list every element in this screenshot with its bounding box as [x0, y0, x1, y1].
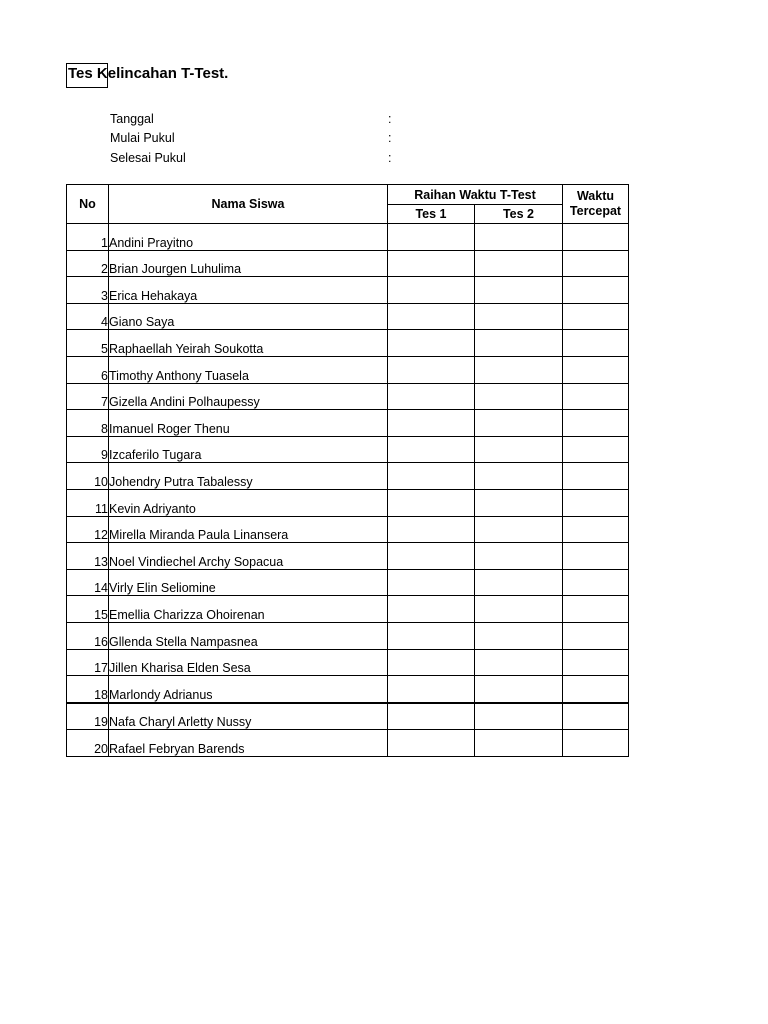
- table-row: [67, 250, 629, 277]
- cell-waktu-tercepat[interactable]: [563, 383, 629, 410]
- cell-waktu-tercepat[interactable]: [563, 436, 629, 463]
- info-section: [110, 110, 410, 168]
- table-row: [67, 730, 629, 757]
- table-row: [67, 489, 629, 516]
- cell-no: 4: [67, 303, 109, 330]
- page-title: Tes Kelincahan T-Test.: [68, 65, 229, 82]
- cell-waktu-tercepat[interactable]: [563, 277, 629, 304]
- cell-tes-2[interactable]: [475, 224, 563, 251]
- table-row: [67, 569, 629, 596]
- cell-tes-2[interactable]: [475, 649, 563, 676]
- cell-tes-1[interactable]: [388, 730, 475, 757]
- cell-name: Nafa Charyl Arletty Nussy: [109, 703, 388, 730]
- table-row: [67, 463, 629, 490]
- cell-waktu-tercepat[interactable]: [563, 303, 629, 330]
- info-label-tanggal: Tanggal: [110, 112, 154, 126]
- student-time-table: [66, 184, 629, 757]
- cell-tes-2[interactable]: [475, 303, 563, 330]
- table-row: [67, 649, 629, 676]
- cell-tes-1[interactable]: [388, 410, 475, 437]
- cell-tes-1[interactable]: [388, 676, 475, 703]
- cell-name: Raphaellah Yeirah Soukotta: [109, 330, 388, 357]
- cell-tes-1[interactable]: [388, 250, 475, 277]
- cell-tes-2[interactable]: [475, 356, 563, 383]
- cell-tes-2[interactable]: [475, 250, 563, 277]
- header-waktu-line2: Tercepat: [569, 204, 622, 218]
- header-nama-siswa: Nama Siswa: [109, 185, 388, 224]
- header-waktu-tercepat: [563, 185, 629, 224]
- cell-waktu-tercepat[interactable]: [563, 250, 629, 277]
- cell-tes-2[interactable]: [475, 676, 563, 703]
- cell-tes-1[interactable]: [388, 596, 475, 623]
- cell-waktu-tercepat[interactable]: [563, 730, 629, 757]
- cell-name: Emellia Charizza Ohoirenan: [109, 596, 388, 623]
- cell-tes-1[interactable]: [388, 330, 475, 357]
- cell-tes-1[interactable]: [388, 543, 475, 570]
- cell-waktu-tercepat[interactable]: [563, 649, 629, 676]
- cell-name: Gizella Andini Polhaupessy: [109, 383, 388, 410]
- info-label-selesai-pukul: Selesai Pukul: [110, 150, 186, 165]
- table-row: [67, 596, 629, 623]
- cell-name: Mirella Miranda Paula Linansera: [109, 516, 388, 543]
- cell-name: Kevin Adriyanto: [109, 489, 388, 516]
- cell-waktu-tercepat[interactable]: [563, 622, 629, 649]
- table-row: [67, 383, 629, 410]
- cell-tes-1[interactable]: [388, 277, 475, 304]
- cell-waktu-tercepat[interactable]: [563, 489, 629, 516]
- table-row: [67, 703, 629, 730]
- info-row-tanggal: [110, 110, 410, 129]
- cell-no: 12: [67, 516, 109, 543]
- cell-tes-1[interactable]: [388, 224, 475, 251]
- table-row: [67, 277, 629, 304]
- table-row: [67, 410, 629, 437]
- cell-no: 7: [67, 383, 109, 410]
- cell-no: 20: [67, 730, 109, 757]
- table-row: [67, 543, 629, 570]
- cell-waktu-tercepat[interactable]: [563, 543, 629, 570]
- cell-no: 11: [67, 489, 109, 516]
- cell-tes-1[interactable]: [388, 622, 475, 649]
- cell-tes-2[interactable]: [475, 703, 563, 730]
- cell-tes-2[interactable]: [475, 569, 563, 596]
- cell-waktu-tercepat[interactable]: [563, 703, 629, 730]
- cell-tes-1[interactable]: [388, 569, 475, 596]
- cell-waktu-tercepat[interactable]: [563, 569, 629, 596]
- cell-name: Timothy Anthony Tuasela: [109, 356, 388, 383]
- cell-name: Brian Jourgen Luhulima: [109, 250, 388, 277]
- cell-tes-1[interactable]: [388, 649, 475, 676]
- cell-no: 9: [67, 436, 109, 463]
- table-row: [67, 516, 629, 543]
- cell-no: 1: [67, 224, 109, 251]
- cell-name: Izcaferilo Tugara: [109, 436, 388, 463]
- cell-waktu-tercepat[interactable]: [563, 224, 629, 251]
- cell-name: Rafael Febryan Barends: [109, 730, 388, 757]
- cell-no: 3: [67, 277, 109, 304]
- cell-waktu-tercepat[interactable]: [563, 516, 629, 543]
- cell-tes-1[interactable]: [388, 703, 475, 730]
- cell-no: 16: [67, 622, 109, 649]
- cell-tes-2[interactable]: [475, 730, 563, 757]
- cell-tes-1[interactable]: [388, 516, 475, 543]
- cell-no: 5: [67, 330, 109, 357]
- cell-tes-2[interactable]: [475, 596, 563, 623]
- cell-tes-1[interactable]: [388, 356, 475, 383]
- info-row-mulai-pukul: [110, 129, 410, 148]
- table-body: [67, 224, 629, 757]
- table-row: [67, 622, 629, 649]
- header-no: No: [67, 185, 109, 224]
- cell-tes-1[interactable]: [388, 489, 475, 516]
- cell-tes-2[interactable]: [475, 516, 563, 543]
- cell-name: Jillen Kharisa Elden Sesa: [109, 649, 388, 676]
- cell-tes-1[interactable]: [388, 303, 475, 330]
- cell-no: 6: [67, 356, 109, 383]
- cell-no: 19: [67, 703, 109, 730]
- cell-tes-2[interactable]: [475, 436, 563, 463]
- info-colon: :: [388, 131, 392, 146]
- cell-no: 14: [67, 569, 109, 596]
- cell-tes-2[interactable]: [475, 622, 563, 649]
- cell-no: 8: [67, 410, 109, 437]
- cell-no: 13: [67, 543, 109, 570]
- cell-tes-1[interactable]: [388, 463, 475, 490]
- table-row: [67, 224, 629, 251]
- cell-tes-2[interactable]: [475, 543, 563, 570]
- cell-tes-1[interactable]: [388, 436, 475, 463]
- cell-name: Virly Elin Seliomine: [109, 569, 388, 596]
- cell-no: 18: [67, 676, 109, 703]
- header-waktu-line1: Waktu: [576, 189, 615, 203]
- cell-name: Noel Vindiechel Archy Sopacua: [109, 543, 388, 570]
- cell-name: Imanuel Roger Thenu: [109, 410, 388, 437]
- cell-no: 17: [67, 649, 109, 676]
- cell-tes-2[interactable]: [475, 330, 563, 357]
- cell-name: Marlondy Adrianus: [109, 676, 388, 703]
- table-row: [67, 303, 629, 330]
- header-raihan-waktu: Raihan Waktu T-Test: [388, 185, 563, 205]
- cell-waktu-tercepat[interactable]: [563, 410, 629, 437]
- cell-tes-2[interactable]: [475, 463, 563, 490]
- cell-name: Andini Prayitno: [109, 224, 388, 251]
- header-tes-2: Tes 2: [475, 205, 563, 224]
- cell-name: Gllenda Stella Nampasnea: [109, 622, 388, 649]
- table-row: [67, 436, 629, 463]
- cell-tes-2[interactable]: [475, 277, 563, 304]
- cell-tes-2[interactable]: [475, 489, 563, 516]
- cell-waktu-tercepat[interactable]: [563, 356, 629, 383]
- cell-name: Giano Saya: [109, 303, 388, 330]
- cell-name: Johendry Putra Tabalessy: [109, 463, 388, 490]
- info-colon: :: [388, 112, 392, 126]
- cell-waktu-tercepat[interactable]: [563, 463, 629, 490]
- cell-no: 15: [67, 596, 109, 623]
- cell-no: 10: [67, 463, 109, 490]
- table-row: [67, 676, 629, 703]
- cell-waktu-tercepat[interactable]: [563, 676, 629, 703]
- cell-waktu-tercepat[interactable]: [563, 330, 629, 357]
- cell-tes-1[interactable]: [388, 383, 475, 410]
- info-row-selesai-pukul: [110, 149, 410, 168]
- info-label-mulai-pukul: Mulai Pukul: [110, 131, 175, 146]
- cell-no: 2: [67, 250, 109, 277]
- table-row: [67, 330, 629, 357]
- header-tes-1: Tes 1: [388, 205, 475, 224]
- cell-tes-2[interactable]: [475, 383, 563, 410]
- table-row: [67, 356, 629, 383]
- info-colon: :: [388, 150, 392, 165]
- cell-tes-2[interactable]: [475, 410, 563, 437]
- cell-name: Erica Hehakaya: [109, 277, 388, 304]
- cell-waktu-tercepat[interactable]: [563, 596, 629, 623]
